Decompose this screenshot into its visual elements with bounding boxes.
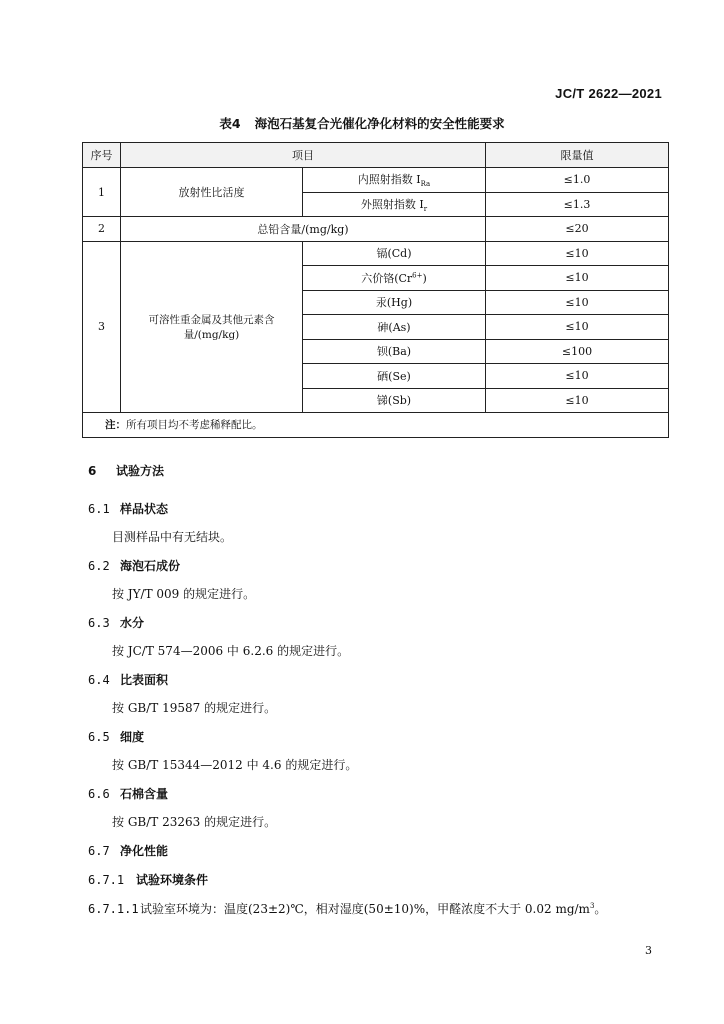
limit-value: ≤10 (486, 388, 669, 413)
sub-item: 砷(As) (303, 315, 486, 340)
limit-value: ≤1.3 (486, 192, 669, 217)
table-caption (0, 114, 724, 132)
row-seq: 3 (83, 241, 121, 413)
sub-item: 外照射指数 $I_r$ (303, 192, 486, 217)
limit-value: ≤10 (486, 315, 669, 340)
subsection-heading: 6.5 细度 (88, 730, 145, 744)
row-item-name: 可溶性重金属及其他元素含量/(mg/kg) (121, 241, 303, 413)
sub-item: 镉(Cd) (303, 241, 486, 266)
section-heading: 6 试验方法 (88, 464, 165, 478)
subsection-heading: 6.7 净化性能 (88, 844, 169, 858)
col-header-limit: 限量值 (486, 143, 669, 168)
sub-item: 汞(Hg) (303, 290, 486, 315)
row-seq: 1 (83, 168, 121, 217)
sub-item: 钡(Ba) (303, 339, 486, 364)
subsection-heading: 6.3 水分 (88, 616, 145, 630)
table-caption-number: 表4 (219, 116, 241, 131)
table-row (83, 168, 669, 193)
subsection-heading: 6.7.1 试验环境条件 (88, 873, 209, 887)
limit-value: ≤100 (486, 339, 669, 364)
col-header-seq: 序号 (83, 143, 121, 168)
limit-value: ≤20 (486, 217, 669, 242)
sub-item: 锑(Sb) (303, 388, 486, 413)
limit-value: ≤1.0 (486, 168, 669, 193)
paragraph: 按 JC/T 574—2006 中 6.2.6 的规定进行。 (112, 644, 350, 658)
subsection-heading: 6.6 石棉含量 (88, 787, 169, 801)
table-header-row (83, 143, 669, 168)
subsection-heading: 6.2 海泡石成份 (88, 559, 181, 573)
paragraph: 按 GB/T 15344—2012 中 4.6 的规定进行。 (112, 758, 358, 772)
limit-value: ≤10 (486, 266, 669, 291)
limit-value: ≤10 (486, 364, 669, 389)
table-row (83, 241, 669, 266)
sub-item: 内照射指数 $I_{Ra}$ (303, 168, 486, 193)
sub-item: 硒(Se) (303, 364, 486, 389)
table-caption-title: 海泡石基复合光催化净化材料的安全性能要求 (254, 116, 505, 131)
table-note: 注：所有项目均不考虑稀释配比。 (83, 413, 669, 438)
row-seq: 2 (83, 217, 121, 242)
standard-code: JC/T 2622—2021 (555, 86, 662, 101)
table-note-row (83, 413, 669, 438)
limit-value: ≤10 (486, 290, 669, 315)
table-row (83, 217, 669, 242)
subsection-heading: 6.1 样品状态 (88, 502, 169, 516)
paragraph: 按 GB/T 23263 的规定进行。 (112, 815, 277, 829)
paragraph: 目测样品中有无结块。 (112, 530, 233, 544)
paragraph: 按 GB/T 19587 的规定进行。 (112, 701, 277, 715)
row-item-name: 放射性比活度 (121, 168, 303, 217)
paragraph: 6.7.1.1试验室环境为：温度(23±2)℃，相对湿度(50±10)%，甲醛浓度不大于 0.02 $mg/m^3$。 (88, 902, 607, 916)
sub-item: 六价铬$(Cr^{6+})$ (303, 266, 486, 291)
subsection-heading: 6.4 比表面积 (88, 673, 169, 687)
limit-value: ≤10 (486, 241, 669, 266)
paragraph: 按 JY/T 009 的规定进行。 (112, 587, 256, 601)
col-header-item: 项目 (121, 143, 486, 168)
safety-requirements-table (82, 142, 669, 438)
row-item-name: 总铅含量/(mg/kg) (121, 217, 486, 242)
page-number: 3 (645, 944, 652, 957)
